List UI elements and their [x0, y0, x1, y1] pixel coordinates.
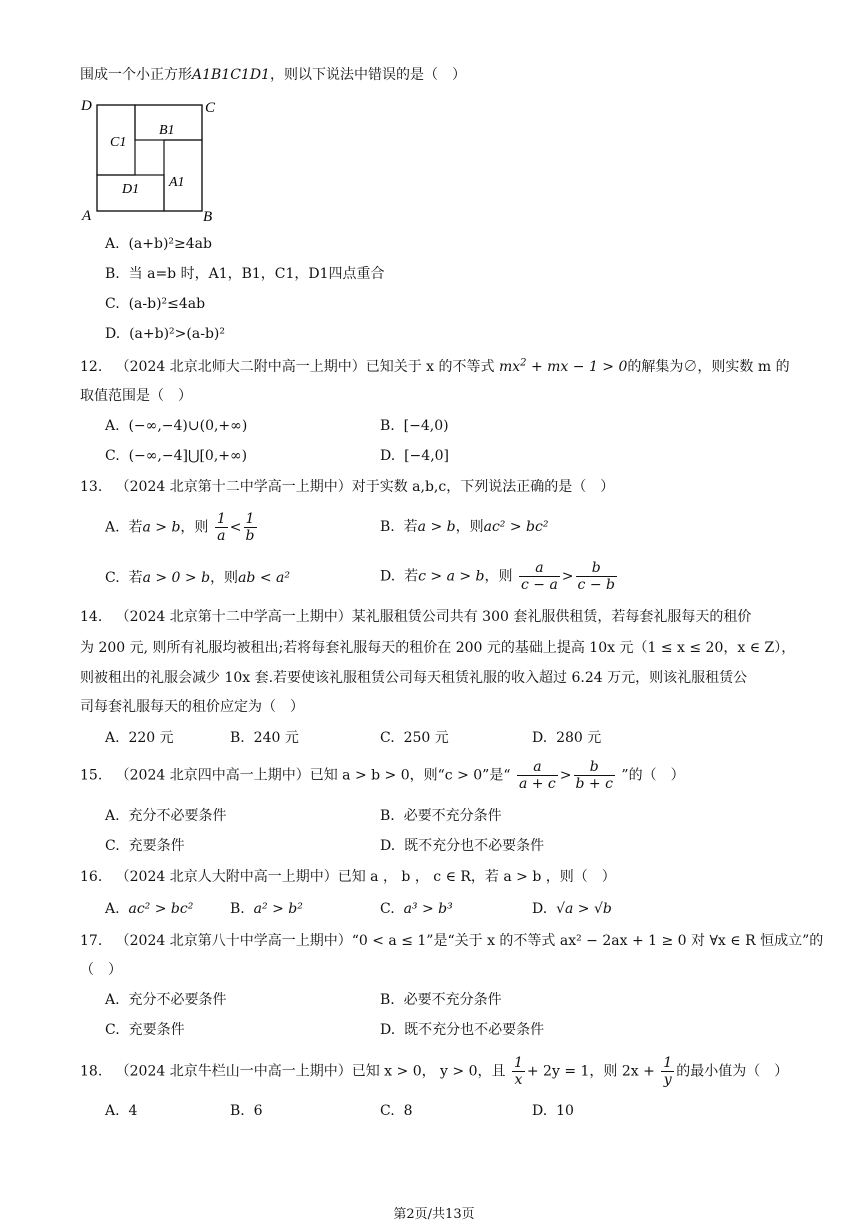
q14-option-a[interactable]: A. 220 元 [105, 730, 174, 746]
q17-option-a[interactable]: A. 充分不必要条件 [105, 992, 227, 1008]
q15-option-d[interactable]: D. 既不充分也不必要条件 [380, 838, 545, 854]
q11-shape-name: A1B1C1D1 [192, 67, 270, 83]
q13-option-b[interactable]: B. 若a > b，则ac² > bc² [380, 519, 549, 535]
q16-option-b[interactable]: B. a² > b² [230, 901, 303, 917]
q13-stem: 13. （2024 北京第十二中学高一上期中）对于实数 a,b,c，下列说法正确的是（ ） [80, 479, 615, 495]
q15-option-b[interactable]: B. 必要不充分条件 [380, 808, 502, 824]
q14-line-1: 14. （2024 北京第十二中学高一上期中）某礼服租赁公司共有 300 套礼服供租赁，若每套礼服每天的租价 [80, 609, 752, 625]
q16-option-d[interactable]: D. √a > √b [532, 901, 612, 917]
label-d: D [81, 98, 92, 114]
q14-line-3: 则被租出的礼服会减少 10x 套.若要使该礼服租赁公司每天租赁礼服的收入超过 6.24 万元，则该礼服租赁公 [80, 670, 748, 686]
q12-option-d[interactable]: D. [−4,0] [380, 448, 450, 464]
q12-option-c[interactable]: C. (−∞,−4]⋃[0,+∞) [105, 448, 248, 464]
q12-inequality: $mx^2$ + mx − 1 > 0 [498, 357, 628, 375]
q17-option-d[interactable]: D. 既不充分也不必要条件 [380, 1022, 545, 1038]
q14-line-4: 司每套礼服每天的租价应定为（ ） [80, 699, 304, 715]
q18-option-d[interactable]: D. 10 [532, 1103, 574, 1119]
q14-line-2: 为 200 元, 则所有礼服均被租出;若将每套礼服每天的租价在 200 元的基础上提高 10x 元（1 ≤ x ≤ 20，x ∈ Z）， [80, 640, 796, 656]
q15-option-a[interactable]: A. 充分不必要条件 [105, 808, 227, 824]
q11-square-figure [78, 94, 228, 226]
label-c1: C1 [110, 135, 127, 150]
page-footer: 第2页/共13页 [393, 1207, 475, 1222]
q18-option-c[interactable]: C. 8 [380, 1103, 413, 1119]
q17-stem: 17. （2024 北京第八十中学高一上期中）“0 < a ≤ 1”是“关于 x 的不等式 ax² − 2ax + 1 ≥ 0 对 ∀x ∈ R 恒成立”的 [80, 933, 824, 949]
label-c: C [205, 100, 216, 116]
q18-stem: 18. （2024 北京牛栏山一中高一上期中）已知 x > 0， y > 0，且 $\frac{1}{x}$ + 2y = 1，则 2x + $\frac{1}{y}$ 的最小值为（ ） [80, 1055, 789, 1088]
q17-stem-cont: （ ） [80, 962, 122, 978]
q11-option-a[interactable]: A. (a+b)²≥4ab [105, 236, 212, 252]
label-a1: A1 [169, 175, 185, 190]
q11-option-d[interactable]: D. (a+b)²>(a-b)² [105, 326, 225, 342]
q18-option-a[interactable]: A. 4 [105, 1103, 138, 1119]
q12-option-b[interactable]: B. [−4,0) [380, 418, 449, 434]
q12-stem-cont: 取值范围是（ ） [80, 388, 192, 404]
q15-stem: 15. （2024 北京四中高一上期中）已知 a > b > 0，则“c > 0”是“ $\frac{a}{a + c}$ > $\frac{b}{b + c}$ ”的（ ） [80, 759, 685, 792]
q12-option-a[interactable]: A. (−∞,−4)∪(0,+∞) [105, 418, 248, 434]
q11-option-b[interactable]: B. 当 a=b 时，A1，B1，C1，D1四点重合 [105, 266, 385, 282]
q17-option-c[interactable]: C. 充要条件 [105, 1022, 185, 1038]
q17-option-b[interactable]: B. 必要不充分条件 [380, 992, 502, 1008]
label-d1: D1 [122, 182, 140, 197]
q11-stem: 围成一个小正方形A1B1C1D1，则以下说法中错误的是（ ） [80, 67, 466, 83]
q12-stem: 12. （2024 北京北师大二附中高一上期中）已知关于 x 的不等式 $mx^2$ + mx − 1 > 0的解集为∅，则实数 m 的 [80, 357, 790, 375]
q15-option-c[interactable]: C. 充要条件 [105, 838, 185, 854]
q13-option-c[interactable]: C. 若a > 0 > b，则ab < a² [105, 570, 290, 586]
q16-stem: 16. （2024 北京人大附中高一上期中）已知 a ， b ， c ∈ R，若 a > b ，则（ ） [80, 869, 616, 885]
q14-option-c[interactable]: C. 250 元 [380, 730, 449, 746]
q16-option-c[interactable]: C. a³ > b³ [380, 901, 453, 917]
q14-option-b[interactable]: B. 240 元 [230, 730, 299, 746]
q11-option-c[interactable]: C. (a-b)²≤4ab [105, 296, 206, 312]
label-b1: B1 [159, 123, 175, 138]
label-a: A [82, 208, 92, 224]
label-b: B [203, 209, 213, 225]
q13-option-a[interactable]: A. 若a > b，则 $\frac{1}{a}$ < $\frac{1}{b}$ [105, 511, 255, 544]
q16-option-a[interactable]: A. ac² > bc² [105, 901, 194, 917]
q14-option-d[interactable]: D. 280 元 [532, 730, 602, 746]
q13-option-d[interactable]: D. 若c > a > b，则 $\frac{a}{c - a}$ > $\frac{b}{c - b}$ [380, 560, 615, 593]
q18-option-b[interactable]: B. 6 [230, 1103, 263, 1119]
